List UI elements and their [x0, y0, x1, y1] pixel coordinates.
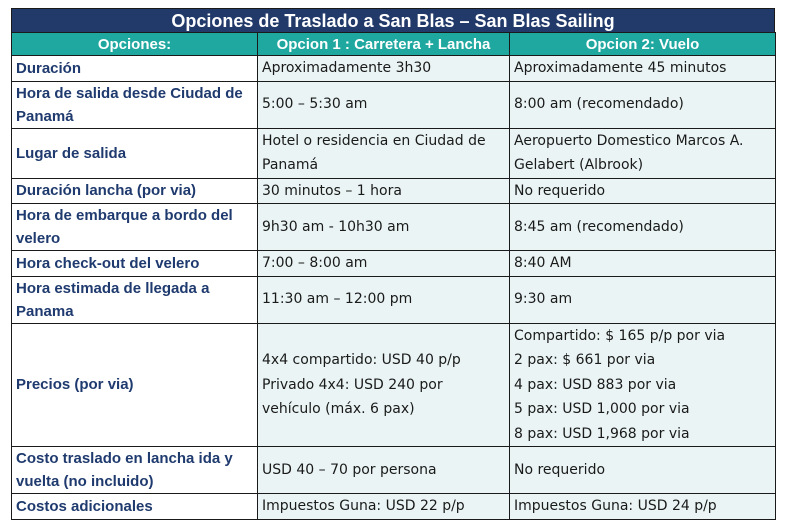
option-2-cell: [510, 178, 776, 204]
option-1-cell: [258, 81, 510, 128]
row-label: Lugar de salida: [12, 128, 258, 178]
row-label: Hora de salida desde Ciudad de Panamá: [12, 81, 258, 128]
table-row: [12, 276, 776, 323]
header-option-2: Opcion 2: Vuelo: [510, 33, 776, 56]
cell-line: 2 pax: $ 661 por via: [514, 352, 656, 368]
cell-line: No requerido: [514, 461, 606, 478]
table-row: [12, 251, 776, 277]
cell-line: 5 pax: USD 1,000 por via: [514, 401, 690, 417]
option-2-cell: [510, 447, 776, 494]
option-2-cell: [510, 276, 776, 323]
row-label: Duración lancha (por via): [12, 178, 258, 204]
table-row: [12, 323, 776, 447]
transfer-options-document: [11, 8, 775, 520]
table-row: [12, 56, 776, 82]
row-label: Hora check-out del velero: [12, 251, 258, 277]
row-label: Hora de embarque a bordo del velero: [12, 204, 258, 251]
option-1-cell: [258, 56, 510, 82]
cell-line: 4 pax: USD 883 por via: [514, 376, 677, 393]
option-2-cell: [510, 323, 776, 447]
cell-line: Aeropuerto Domestico Marcos A. Gelabert (Albrook): [514, 132, 744, 173]
cell-line: 8 pax: USD 1,968 por via: [514, 425, 690, 442]
cell-line: No requerido: [514, 182, 606, 199]
transfer-options-table: [11, 32, 776, 520]
cell-line: 11:30 am – 12:00 pm: [262, 291, 413, 308]
table-row: [12, 447, 776, 494]
cell-line: 4x4 compartido: USD 40 p/p: [262, 352, 461, 368]
row-label: Costos adicionales: [12, 494, 258, 520]
table-row: [12, 204, 776, 251]
option-2-cell: [510, 251, 776, 277]
cell-line: Aproximadamente 3h30: [262, 60, 432, 76]
option-1-cell: [258, 178, 510, 204]
cell-line: Impuestos Guna: USD 22 p/p: [262, 498, 465, 514]
header-options: Opciones:: [12, 33, 258, 56]
cell-line: 9:30 am: [514, 291, 573, 308]
option-1-cell: [258, 251, 510, 277]
table-row: [12, 128, 776, 178]
table-row: [12, 81, 776, 128]
option-1-cell: [258, 447, 510, 494]
cell-line: Compartido: $ 165 p/p por via: [514, 327, 726, 344]
cell-line: Aproximadamente 45 minutos: [514, 60, 727, 76]
table-row: [12, 494, 776, 520]
row-label: Duración: [12, 56, 258, 82]
cell-line: Privado 4x4: USD 240 por vehículo (máx. 6 pax): [262, 376, 443, 417]
cell-line: 8:45 am (recomendado): [514, 218, 684, 235]
option-2-cell: [510, 56, 776, 82]
table-title: Opciones de Traslado a San Blas – San Blas Sailing: [11, 8, 775, 32]
option-2-cell: [510, 128, 776, 178]
option-2-cell: [510, 81, 776, 128]
header-row: [12, 33, 776, 56]
option-1-cell: [258, 128, 510, 178]
option-1-cell: [258, 276, 510, 323]
cell-line: Hotel o residencia en Ciudad de Panamá: [262, 132, 486, 173]
cell-line: 5:00 – 5:30 am: [262, 96, 368, 113]
cell-line: 8:00 am (recomendado): [514, 96, 684, 113]
option-2-cell: [510, 494, 776, 520]
cell-line: 9h30 am - 10h30 am: [262, 218, 410, 235]
cell-line: USD 40 – 70 por persona: [262, 461, 437, 478]
row-label: Hora estimada de llegada a Panama: [12, 276, 258, 323]
row-label: Costo traslado en lancha ida y vuelta (no incluido): [12, 447, 258, 494]
option-1-cell: [258, 204, 510, 251]
header-option-1: Opcion 1 : Carretera + Lancha: [258, 33, 510, 56]
cell-line: 7:00 – 8:00 am: [262, 255, 368, 271]
cell-line: Impuestos Guna: USD 24 p/p: [514, 498, 717, 514]
option-1-cell: [258, 494, 510, 520]
row-label: Precios (por via): [12, 323, 258, 447]
option-2-cell: [510, 204, 776, 251]
cell-line: 30 minutos – 1 hora: [262, 182, 402, 199]
table-row: [12, 178, 776, 204]
option-1-cell: [258, 323, 510, 447]
cell-line: 8:40 AM: [514, 255, 572, 271]
